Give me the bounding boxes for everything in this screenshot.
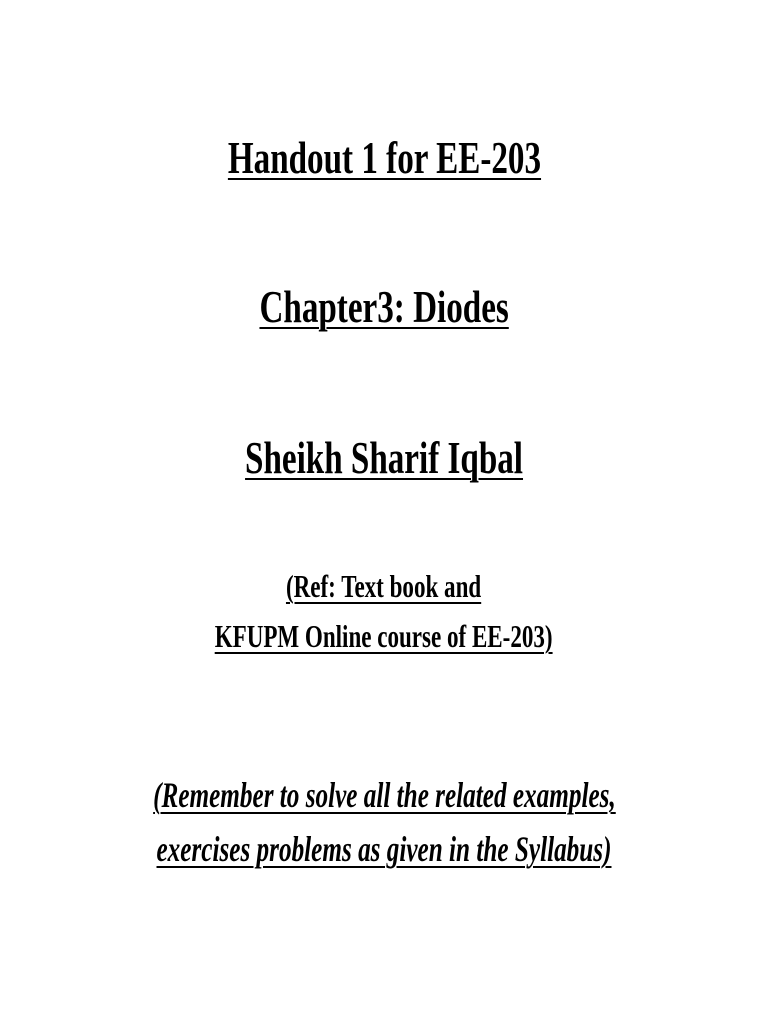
reminder-line-1-text: (Remember to solve all the related examples,	[152, 775, 616, 815]
reminder-line-1	[0, 774, 768, 816]
handout-title-text: Handout 1 for EE-203	[227, 132, 541, 183]
author-name-text: Sheikh Sharif Iqbal	[245, 432, 523, 483]
reference-line-2	[0, 618, 768, 655]
reference-line-2-text: KFUPM Online course of EE-203)	[215, 618, 553, 654]
reference-line-1-text: (Ref: Text book and	[286, 568, 482, 604]
reference-line-1	[0, 568, 768, 605]
chapter-heading	[0, 280, 768, 333]
chapter-heading-text: Chapter3: Diodes	[259, 281, 509, 332]
author-name	[0, 431, 768, 484]
reminder-line-2-text: exercises problems as given in the Syllabus)	[156, 829, 612, 869]
handout-title	[0, 131, 768, 184]
reminder-line-2	[0, 828, 768, 870]
